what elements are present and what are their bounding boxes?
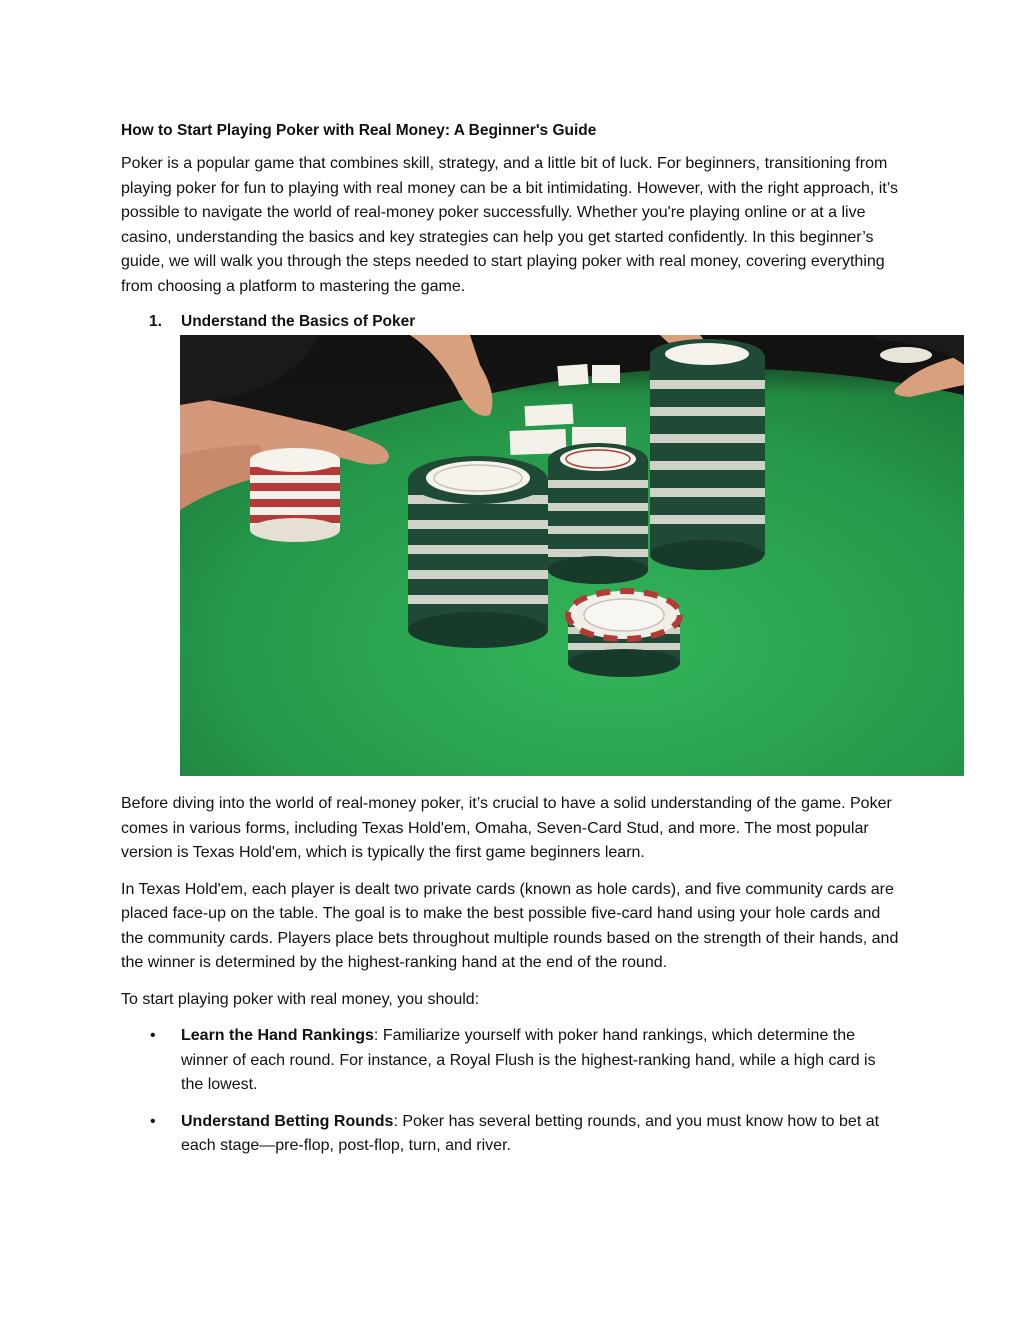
list-item-term: Learn the Hand Rankings	[181, 1027, 374, 1044]
poker-table-image	[180, 335, 964, 776]
bullet-marker: •	[150, 1112, 156, 1130]
paragraph-holdem: In Texas Hold'em, each player is dealt two private cards (known as hole cards), and five community cards are placed face-up on the table. The goal is to make the best possible five-card hand using your hole cards and the community cards. Players place bets throughout multiple rounds based on the strength of their hands, and the winner is determined by the highest-ranking hand at the end of the round.	[121, 880, 899, 971]
list-item-text: : Familiarize yourself with poker hand rankings, which determine the winner of each round. For instance, a Royal Flush is the highest-ranking hand, while a high card is the lowest.	[181, 1027, 876, 1093]
paragraph-basics: Before diving into the world of real-money poker, it’s crucial to have a solid understanding of the game. Poker comes in various forms, including Texas Hold'em, Omaha, Seven-Card Stud, and more. The most popular version is Texas Hold'em, which is typically the first game beginners learn.	[121, 795, 892, 861]
tips-list	[121, 1024, 901, 1159]
list-item	[121, 1110, 901, 1159]
list-item-text: : Poker has several betting rounds, and you must know how to bet at each stage—pre-flop, post-flop, turn, and river.	[181, 1112, 880, 1154]
document-page	[121, 120, 901, 1171]
bullet-marker: •	[150, 1027, 156, 1044]
section-heading	[149, 311, 901, 333]
document-title: How to Start Playing Poker with Real Money: A Beginner's Guide	[121, 122, 597, 139]
list-item	[121, 1024, 901, 1098]
paragraph-intro-list: To start playing poker with real money, you should:	[121, 990, 480, 1008]
intro-paragraph: Poker is a popular game that combines skill, strategy, and a little bit of luck. For beginners, transitioning from playing poker for fun to playing with real money can be a bit intimidating. However, with the right approach, it’s possible to navigate the world of real-money poker successfully. Whether you're playing online or at a live casino, understanding the basics and key strategies can help you get started confidently. In this beginner’s guide, we will walk you through the steps needed to start playing poker with real money, covering everything from choosing a platform to mastering the game.	[121, 155, 899, 295]
section-title: Understand the Basics of Poker	[181, 313, 416, 330]
list-item-term: Understand Betting Rounds	[181, 1112, 394, 1130]
section-number: 1.	[149, 313, 162, 330]
